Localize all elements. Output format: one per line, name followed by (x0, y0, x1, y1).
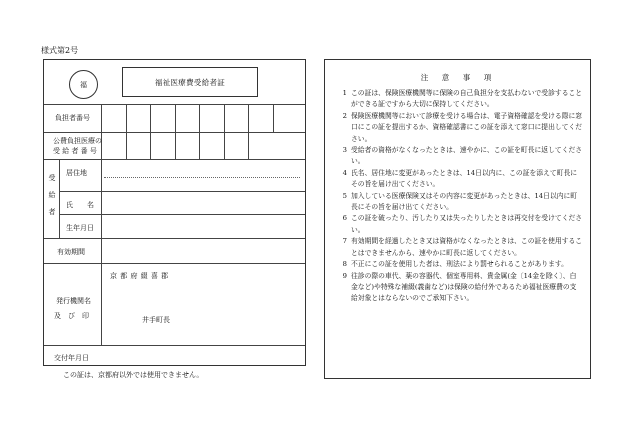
note-item: 9 往診の際の車代、薬の容器代、個室専用料、貴金属(金〔14金を除く〕、白金など)や特殊な補綴(義歯など)は保険の給付外であるため福祉医療費の支給対象とはならないのでご承知下さい。 (342, 271, 577, 303)
card-title: 福祉医療費受給者証 (122, 67, 258, 97)
payer-number-label: 負担者番号 (55, 114, 90, 122)
note-item: 3 受給者の資格がなくなったときは、速やかに、この証を町長に返してください。 (342, 146, 583, 166)
recipient-card (43, 59, 306, 366)
welfare-seal: 福 (69, 70, 98, 99)
address-label: 居住地 (66, 169, 87, 177)
note-item: 8 不正にこの証を使用した者は、刑法により罰せられることがあります。 (342, 260, 568, 269)
usage-restriction-note: この証は、京都府以外では使用できません。 (63, 371, 204, 379)
form-number: 様式第2号 (41, 46, 79, 55)
notes-list (335, 88, 583, 305)
recipient-vertical-label: 受 給 者 (48, 174, 56, 216)
validity-label: 有効期間 (57, 248, 85, 256)
note-item: 1 この証は、保険医療機関等に保険の自己負担分を支払わないで受診することができる証ですから大切に保持してください。 (342, 89, 583, 109)
issuer-label-1: 発行機関名 (56, 297, 91, 305)
notes-panel (324, 59, 591, 379)
note-item: 4 氏名、居住地に変更があったときは、14日以内に、この証を添えて町長にその旨を届け出てください。 (342, 168, 578, 189)
issue-date-label: 交付年月日 (54, 354, 89, 362)
issuer-prefecture: 京 都 府 綴 喜 郡 (110, 272, 169, 280)
note-item: 6 この証を破ったり、汚したり又は失ったりしたときは再交付を受けてください。 (342, 214, 583, 234)
issuer-town: 井手町長 (142, 316, 170, 324)
note-item: 5 加入している医療保険又はその内容に変更があったときは、14日以内に町長にその旨を届け出てください。 (342, 191, 578, 212)
note-item: 7 有効期間を経過したとき又は資格がなくなったときは、この証を使用することはできませんから、速やかに町長に返してください。 (342, 237, 583, 257)
name-label: 氏 名 (66, 201, 94, 209)
notes-title: 注 意 事 項 (420, 73, 495, 82)
issuer-label-2: 及 び 印 (54, 312, 89, 320)
birthdate-label: 生年月日 (66, 224, 94, 232)
public-expense-label-1: 公費負担医療の (53, 137, 102, 145)
note-item: 2 保険医療機関等において診療を受ける場合は、電子資格確認を受ける際に窓口にこの証を提出するか、資格確認書にこの証を添えて窓口に提出してください。 (342, 111, 583, 143)
public-expense-label-2: 受 給 者 番 号 (53, 147, 97, 155)
